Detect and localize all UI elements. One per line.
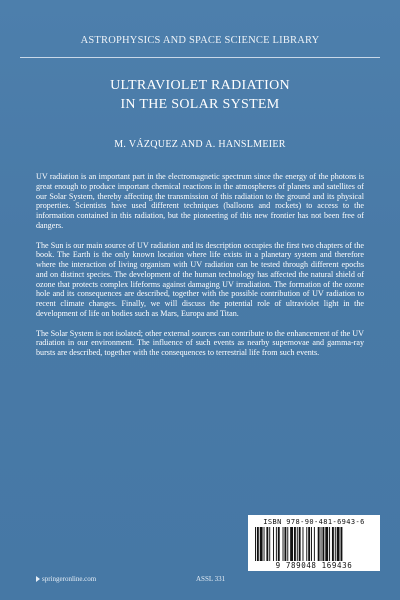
barcode-digits: 9 789048 169436 xyxy=(275,561,353,570)
blurb-paragraph-2: The Sun is our main source of UV radiation and its description occupies the first two chapters of the book. The Earth is the only known location where life exists in a planetary system and therefore where the interaction of living organism with UV radiation can be tested through different epochs and on distinct species. The development of the human technology has affected the natural shield of ozone that protects complex lifeforms against damaging UV irradiation. The formation of the ozone hole and its consequences are described, together with the possible contribution of UV radiation to recent climate changes. Finally, we will discuss the potential role of ultraviolet light in the development of life on bodies such as Mars, Europa and Titan. xyxy=(36,240,364,318)
blurb-paragraph-1: UV radiation is an important part in the electromagnetic spectrum since the energy of the photons is great enough to produce important chemical reactions in the atmospheres of planets and satellites of our Solar System, thereby affecting the transmission of this radiation to the ground and its physical properties. Scientists have used different techniques (balloons and rockets) to access to the information contained in this radiation, but the pioneering of this new frontier has not been free of dangers. xyxy=(36,172,364,230)
barcode-box xyxy=(248,515,380,571)
barcode-icon xyxy=(253,527,375,561)
book-title-line-1: ULTRAVIOLET RADIATION xyxy=(110,78,290,93)
footer xyxy=(0,575,400,589)
book-title xyxy=(0,76,400,114)
publisher-website xyxy=(36,575,96,583)
header-divider xyxy=(20,57,380,58)
arrow-icon xyxy=(36,576,40,582)
header-band xyxy=(0,0,400,58)
series-number: ASSL 331 xyxy=(196,575,226,583)
blurb-paragraph-3: The Solar System is not isolated; other external sources can contribute to the enhancement of the UV radiation in our environment. The influence of such events as nearby supernovae and gamma-ray bursts are described, together with the consequences to terrestrial life from such events. xyxy=(36,328,364,357)
website-label: springeronline.com xyxy=(42,575,97,583)
isbn-label: ISBN 978-90-481-6943-6 xyxy=(263,518,365,526)
blurb-text xyxy=(36,172,364,368)
series-title: ASTROPHYSICS AND SPACE SCIENCE LIBRARY xyxy=(80,35,320,46)
authors: M. VÁZQUEZ AND A. HANSLMEIER xyxy=(114,139,286,150)
book-title-line-2: IN THE SOLAR SYSTEM xyxy=(120,97,280,112)
